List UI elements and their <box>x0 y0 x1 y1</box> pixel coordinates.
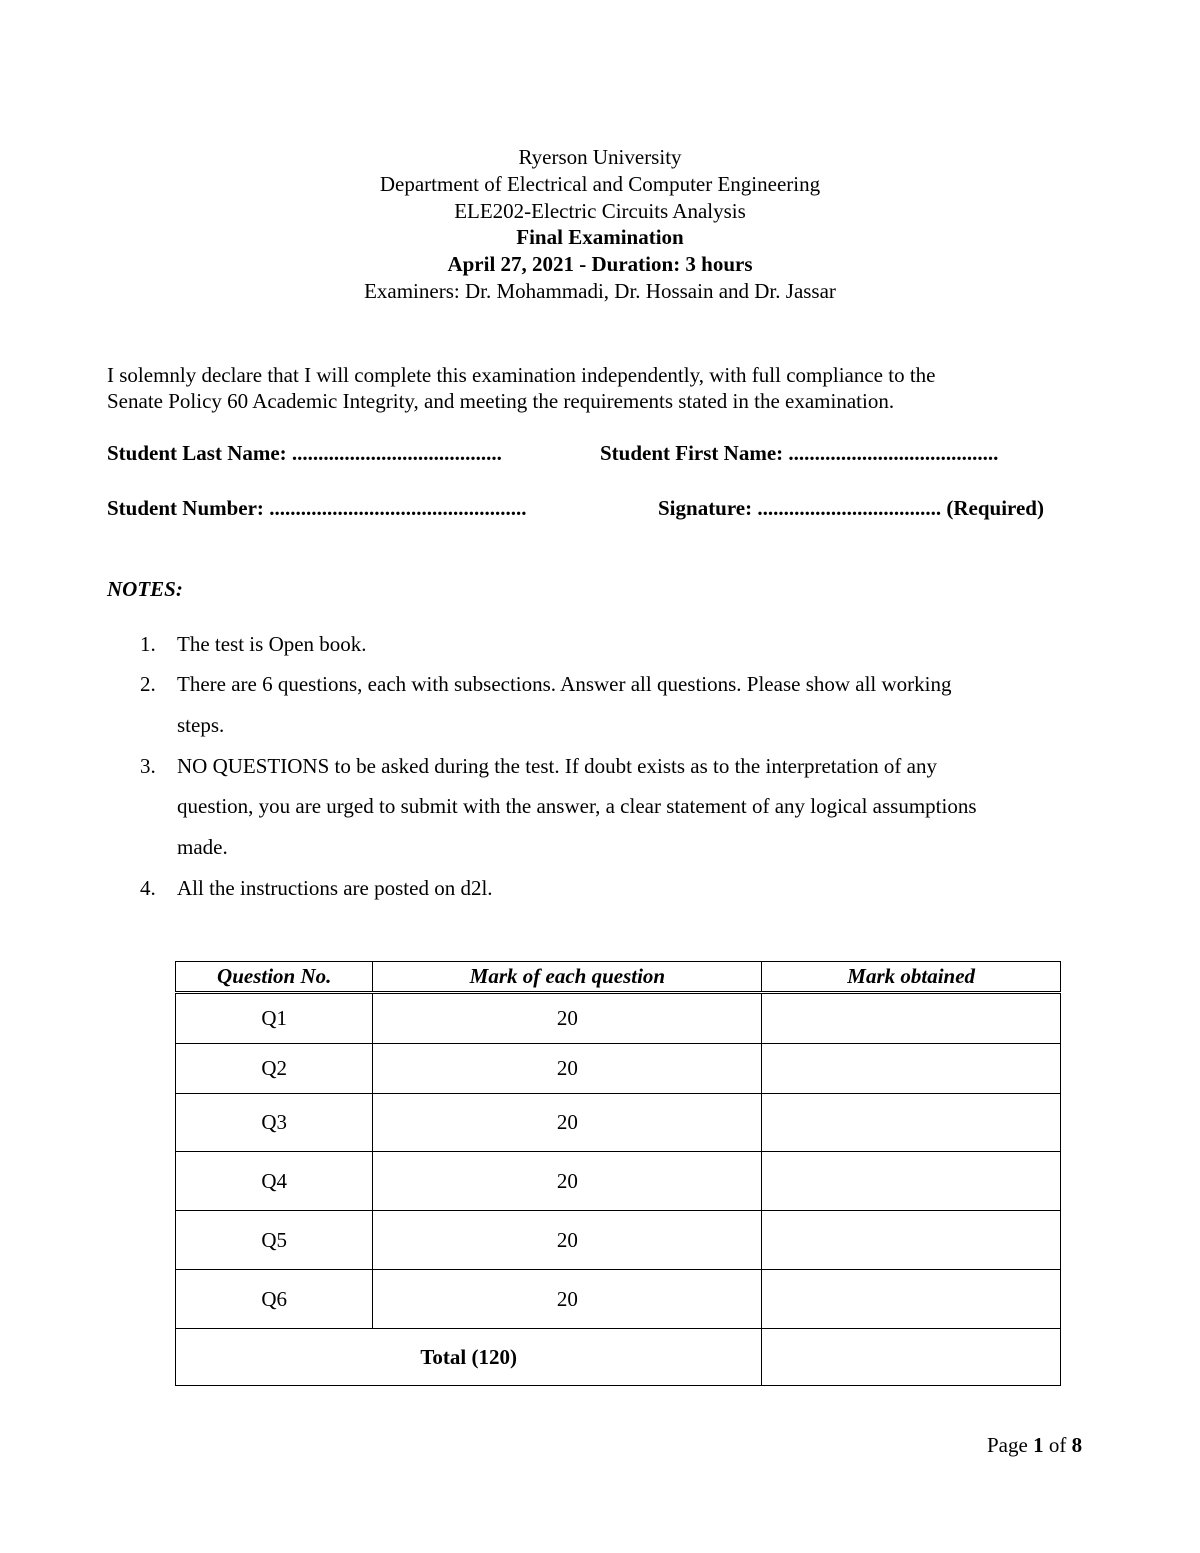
examiners: Examiners: Dr. Mohammadi, Dr. Hossain and Dr. Jassar <box>364 279 836 303</box>
table-row <box>176 1044 1061 1094</box>
mark-cell: 20 <box>373 1270 762 1329</box>
table-row <box>176 1270 1061 1329</box>
student-first-name-field[interactable] <box>600 441 998 466</box>
exam-title: Final Examination <box>516 225 684 249</box>
total-label: Total (120) <box>176 1329 762 1386</box>
university-name: Ryerson University <box>518 145 682 169</box>
note-number: 3. <box>140 754 156 778</box>
declaration-line-1: I solemnly declare that I will complete this examination independently, with full compliance to the <box>107 363 936 387</box>
obtained-cell[interactable] <box>762 1270 1061 1329</box>
signature-required: (Required) <box>946 496 1044 520</box>
note-text: All the instructions are posted on d2l. <box>177 876 493 900</box>
total-row <box>176 1329 1061 1386</box>
note-text: NO QUESTIONS to be asked during the test. If doubt exists as to the interpretation of any <box>177 754 937 778</box>
note-number: 4. <box>140 876 156 900</box>
table-row <box>176 1094 1061 1152</box>
signature-field[interactable] <box>658 496 1044 521</box>
header-mark-obtained: Mark obtained <box>762 962 1061 993</box>
mark-cell: 20 <box>373 1044 762 1094</box>
marks-table <box>175 961 1061 1386</box>
note-number: 1. <box>140 632 156 656</box>
header-question-no: Question No. <box>176 962 373 993</box>
student-last-name-field[interactable] <box>107 441 502 466</box>
note-text: There are 6 questions, each with subsections. Answer all questions. Please show all working <box>177 672 952 696</box>
note-number: 2. <box>140 672 156 696</box>
note-text: question, you are urged to submit with the answer, a clear statement of any logical assumptions <box>177 794 977 818</box>
mark-cell: 20 <box>373 1094 762 1152</box>
student-number-dots: ................................................. <box>269 496 527 520</box>
course-title: ELE202-Electric Circuits Analysis <box>454 199 746 223</box>
total-obtained-cell[interactable] <box>762 1329 1061 1386</box>
question-cell: Q3 <box>176 1094 373 1152</box>
page-current: 1 <box>1033 1433 1044 1457</box>
signature-label: Signature: <box>658 496 753 520</box>
table-row <box>176 1152 1061 1211</box>
student-first-name-label: Student First Name: <box>600 441 784 465</box>
student-number-label: Student Number: <box>107 496 264 520</box>
question-cell: Q1 <box>176 993 373 1044</box>
notes-heading: NOTES: <box>107 577 183 601</box>
page-number <box>987 1433 1082 1458</box>
table-header-row <box>176 962 1061 993</box>
page-of: of <box>1048 1433 1067 1457</box>
table-row <box>176 993 1061 1044</box>
header-mark-each: Mark of each question <box>373 962 762 993</box>
mark-cell: 20 <box>373 1211 762 1270</box>
obtained-cell[interactable] <box>762 1152 1061 1211</box>
student-last-name-dots: ........................................ <box>291 441 502 465</box>
mark-cell: 20 <box>373 1152 762 1211</box>
department-name: Department of Electrical and Computer Engineering <box>379 172 821 196</box>
page-total: 8 <box>1071 1433 1083 1457</box>
question-cell: Q6 <box>176 1270 373 1329</box>
student-first-name-dots: ........................................ <box>788 441 999 465</box>
signature-dots: ................................... <box>757 496 942 520</box>
exam-date-duration: April 27, 2021 - Duration: 3 hours <box>447 252 753 276</box>
note-text: The test is Open book. <box>177 632 367 656</box>
page-prefix: Page <box>987 1433 1028 1457</box>
student-last-name-label: Student Last Name: <box>107 441 287 465</box>
note-text: steps. <box>177 713 225 737</box>
declaration-line-2: Senate Policy 60 Academic Integrity, and meeting the requirements stated in the examination. <box>107 389 895 413</box>
obtained-cell[interactable] <box>762 1044 1061 1094</box>
table-row <box>176 1211 1061 1270</box>
mark-cell: 20 <box>373 993 762 1044</box>
obtained-cell[interactable] <box>762 1094 1061 1152</box>
question-cell: Q2 <box>176 1044 373 1094</box>
student-number-field[interactable] <box>107 496 526 521</box>
obtained-cell[interactable] <box>762 993 1061 1044</box>
question-cell: Q5 <box>176 1211 373 1270</box>
obtained-cell[interactable] <box>762 1211 1061 1270</box>
question-cell: Q4 <box>176 1152 373 1211</box>
note-text: made. <box>177 835 228 859</box>
